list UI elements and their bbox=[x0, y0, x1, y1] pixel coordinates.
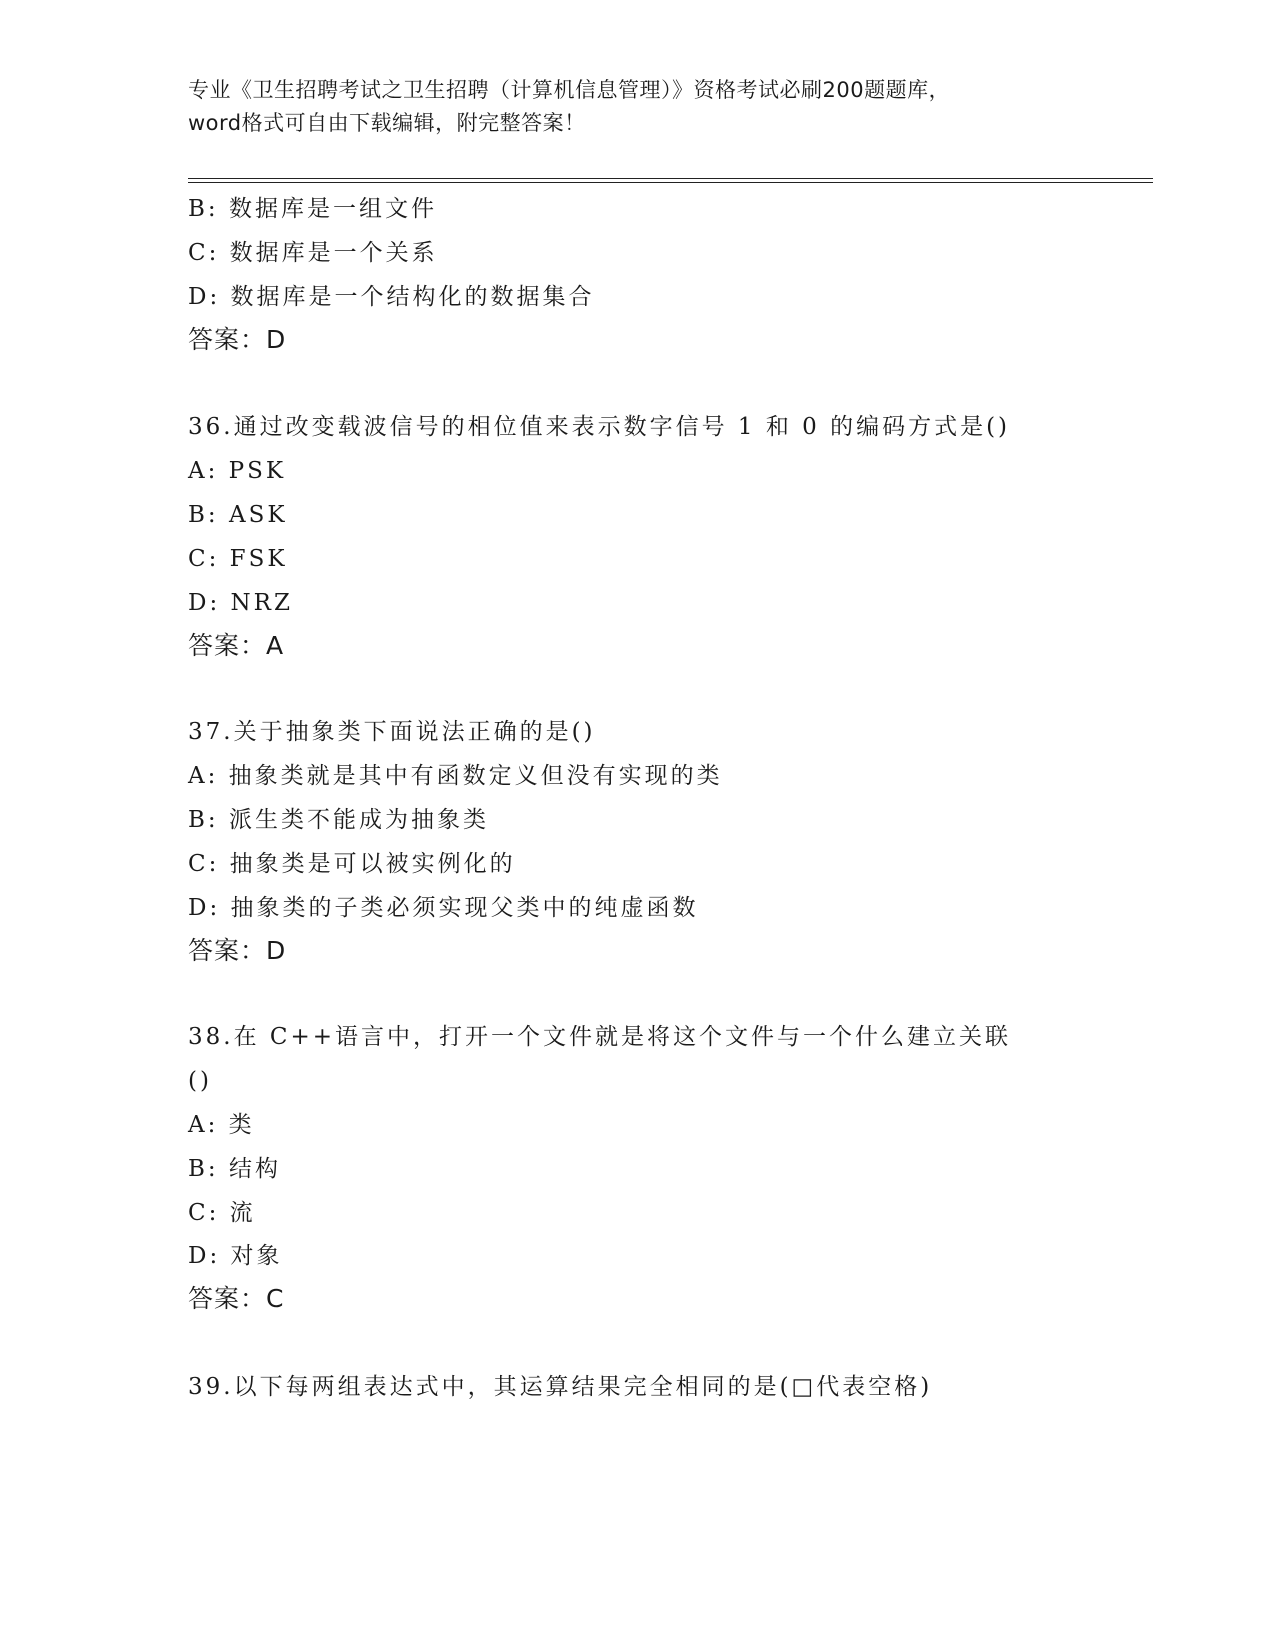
header-title-line-2: word格式可自由下载编辑，附完整答案！ bbox=[188, 111, 586, 135]
q36-option-c: C: FSK bbox=[188, 546, 288, 572]
q35-option-d: D: 数据库是一个结构化的数据集合 bbox=[188, 284, 595, 310]
q36-question: 36.通过改变载波信号的相位值来表示数字信号 1 和 0 的编码方式是() bbox=[188, 414, 1011, 440]
q38-answer: 答案：C bbox=[188, 1284, 285, 1313]
q35-option-c: C: 数据库是一个关系 bbox=[188, 240, 438, 266]
q36-option-a: A: PSK bbox=[188, 458, 287, 484]
q37-option-d: D: 抽象类的子类必须实现父类中的纯虚函数 bbox=[188, 895, 699, 921]
q37-question: 37.关于抽象类下面说法正确的是() bbox=[188, 719, 596, 745]
q35-option-b: B: 数据库是一组文件 bbox=[188, 196, 437, 222]
q36-option-b: B: ASK bbox=[188, 502, 288, 528]
q36-option-d: D: NRZ bbox=[188, 590, 293, 616]
q36-answer: 答案：A bbox=[188, 631, 285, 660]
q38-option-b: B: 结构 bbox=[188, 1156, 281, 1182]
q38-question-line-2: () bbox=[188, 1068, 212, 1094]
q38-option-d: D: 对象 bbox=[188, 1243, 283, 1269]
header-divider-top bbox=[188, 178, 1153, 179]
header-title-line-1: 专业《卫生招聘考试之卫生招聘（计算机信息管理）》资格考试必刷200题题库， bbox=[188, 78, 951, 102]
q35-answer: 答案：D bbox=[188, 325, 287, 354]
q37-option-c: C: 抽象类是可以被实例化的 bbox=[188, 851, 516, 877]
q37-option-a: A: 抽象类就是其中有函数定义但没有实现的类 bbox=[188, 763, 723, 789]
header-divider-bottom bbox=[188, 182, 1153, 183]
q37-option-b: B: 派生类不能成为抽象类 bbox=[188, 807, 489, 833]
q37-answer: 答案：D bbox=[188, 936, 287, 965]
document-header bbox=[188, 74, 1088, 140]
q38-question-line-1: 38.在 C++语言中，打开一个文件就是将这个文件与一个什么建立关联 bbox=[188, 1024, 1012, 1050]
q38-option-a: A: 类 bbox=[188, 1112, 255, 1138]
q39-question: 39.以下每两组表达式中，其运算结果完全相同的是(□代表空格) bbox=[188, 1374, 933, 1400]
q38-option-c: C: 流 bbox=[188, 1200, 256, 1226]
